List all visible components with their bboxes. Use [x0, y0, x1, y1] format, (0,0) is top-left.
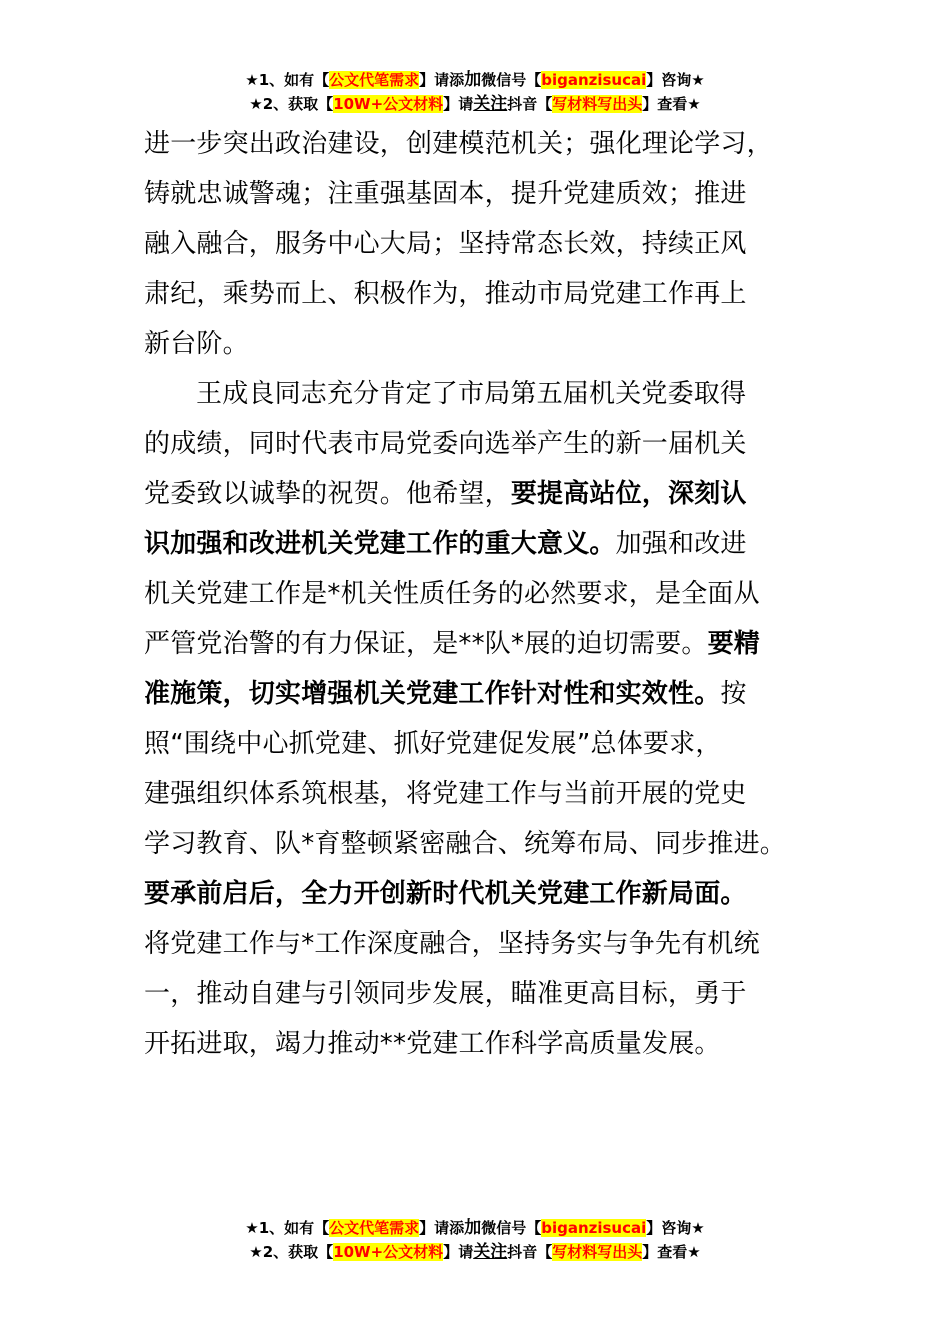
- bold-heading: 识加强和改进机关党建工作的重大意义。: [144, 529, 616, 559]
- bold-heading: 要承前启后，全力开创新时代机关党建工作新局面。: [144, 879, 747, 909]
- banner-line-2: ★2、获取【10W+公文材料】请关注抖音【写材料写出头】查看★: [249, 94, 701, 114]
- footer-banner: [0, 1216, 950, 1264]
- highlight-service: 公文代笔需求: [329, 71, 420, 89]
- header-banner: [0, 68, 950, 116]
- highlight-service: 公文代笔需求: [329, 1219, 420, 1237]
- text-line: 严管党治警的有力保证，是**队*展的迫切需要。要精: [144, 629, 761, 659]
- text-line: 的成绩，同时代表市局党委向选举产生的新一届机关: [144, 429, 747, 459]
- text-line: 融入融合，服务中心大局；坚持常态长效，持续正风: [144, 229, 747, 259]
- text-line: 进一步突出政治建设，创建模范机关；强化理论学习，: [144, 129, 773, 159]
- text-line: 铸就忠诚警魂；注重强基固本，提升党建质效；推进: [144, 179, 747, 209]
- text-line: 一，推动自建与引领同步发展，瞄准更高目标，勇于: [144, 979, 747, 1009]
- highlight-materials: 10W+公文材料: [333, 95, 444, 113]
- text-line: 王成良同志充分肯定了市局第五届机关党委取得: [196, 379, 747, 409]
- banner-line-1: ★1、如有【公文代笔需求】请添加微信号【biganzisucai】咨询★: [245, 1218, 705, 1238]
- text-line: 照“围绕中心抓党建、抓好党建促发展”总体要求，: [144, 729, 722, 759]
- bold-heading: 准施策，切实增强机关党建工作针对性和实效性。: [144, 679, 721, 709]
- highlight-materials: 10W+公文材料: [333, 1243, 444, 1261]
- text-line: 肃纪，乘势而上、积极作为，推动市局党建工作再上: [144, 279, 747, 309]
- highlight-douyin: 写材料写出头: [552, 95, 643, 113]
- bold-heading: 要提高站位，深刻认: [510, 479, 747, 509]
- text-line: 将党建工作与*工作深度融合，坚持务实与争先有机统: [144, 929, 760, 959]
- highlight-wechat-id: biganzisucai: [541, 1219, 647, 1237]
- text-line: 开拓进取，竭力推动**党建工作科学高质量发展。: [144, 1029, 721, 1059]
- bold-heading: 要精: [707, 629, 761, 659]
- document-body: [144, 119, 824, 1069]
- text-line: 准施策，切实增强机关党建工作针对性和实效性。按: [144, 679, 747, 709]
- text-line: 学习教育、队*育整顿紧密融合、统筹布局、同步推进。: [144, 829, 787, 859]
- text-line: 识加强和改进机关党建工作的重大意义。加强和改进: [144, 529, 747, 559]
- banner-line-2: ★2、获取【10W+公文材料】请关注抖音【写材料写出头】查看★: [249, 1242, 701, 1262]
- text-line: 机关党建工作是*机关性质任务的必然要求，是全面从: [144, 579, 760, 609]
- text-line: 党委致以诚挚的祝贺。他希望，要提高站位，深刻认: [144, 479, 747, 509]
- text-line: 建强组织体系筑根基，将党建工作与当前开展的党史: [144, 779, 747, 809]
- highlight-wechat-id: biganzisucai: [541, 71, 647, 89]
- highlight-douyin: 写材料写出头: [552, 1243, 643, 1261]
- banner-line-1: ★1、如有【公文代笔需求】请添加微信号【biganzisucai】咨询★: [245, 70, 705, 90]
- text-line: 新台阶。: [144, 329, 249, 359]
